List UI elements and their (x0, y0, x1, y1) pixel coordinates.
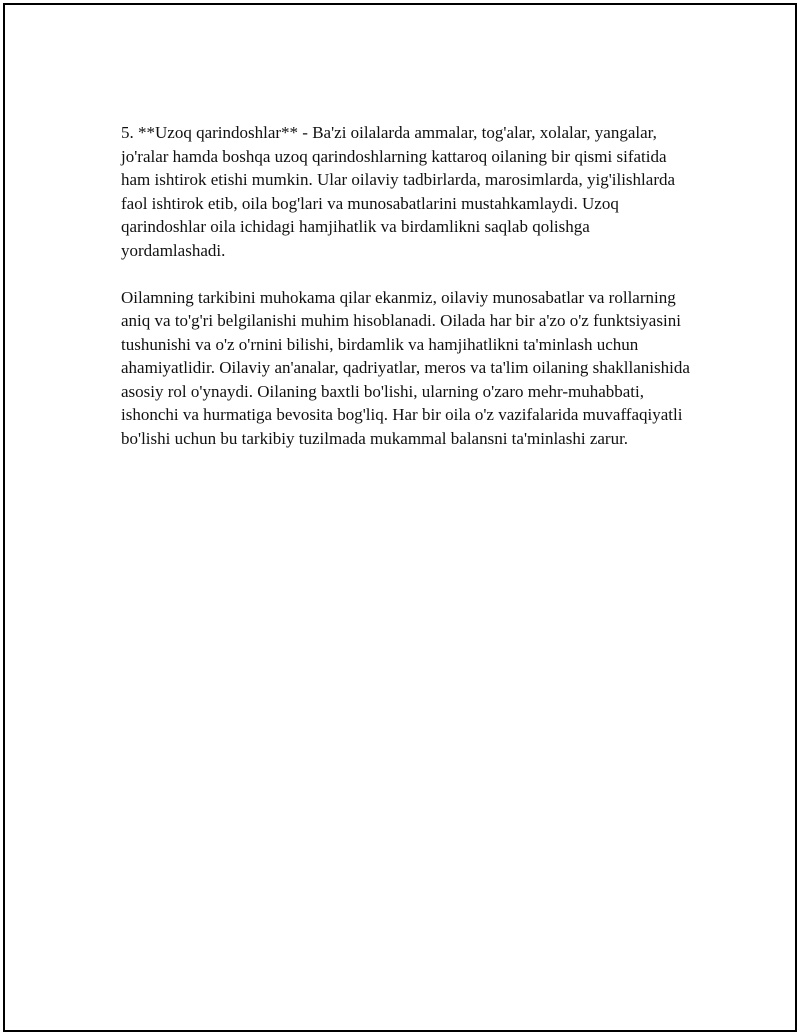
paragraph-family-composition: Oilamning tarkibini muhokama qilar ekanmiz, oilaviy munosabatlar va rollarning aniq va to'g'ri belgilanishi muhim hisoblanadi. Oilada har bir a'zo o'z funktsiyasini tushunishi va o'z o'rnini bilishi, birdamlik va hamjihatlikni ta'minlash uchun ahamiyatlidir. Oilaviy an'analar, qadriyatlar, meros va ta'lim oilaning shakllanishida asosiy rol o'ynaydi. Oilaning baxtli bo'lishi, ularning o'zaro mehr-muhabbati, ishonchi va hurmatiga bevosita bog'liq. Har bir oila o'z vazifalarida muvaffaqiyatli bo'lishi uchun bu tarkibiy tuzilmada mukammal balansni ta'minlashi zarur. (121, 287, 690, 448)
page-content (121, 121, 693, 474)
page-frame (3, 3, 797, 1032)
paragraph-distant-relatives: 5. **Uzoq qarindoshlar** - Ba'zi oilalarda ammalar, tog'alar, xolalar, yangalar, jo'ralar hamda boshqa uzoq qarindoshlarning kattaroq oilaning bir qismi sifatida ham ishtirok etishi mumkin. Ular oilaviy tadbirlarda, marosimlarda, yig'ilishlarda faol ishtirok etib, oila bog'lari va munosabatlarini mustahkamlaydi. Uzoq qarindoshlar oila ichidagi hamjihatlik va birdamlikni saqlab qolishga yordamlashadi. (121, 123, 676, 260)
